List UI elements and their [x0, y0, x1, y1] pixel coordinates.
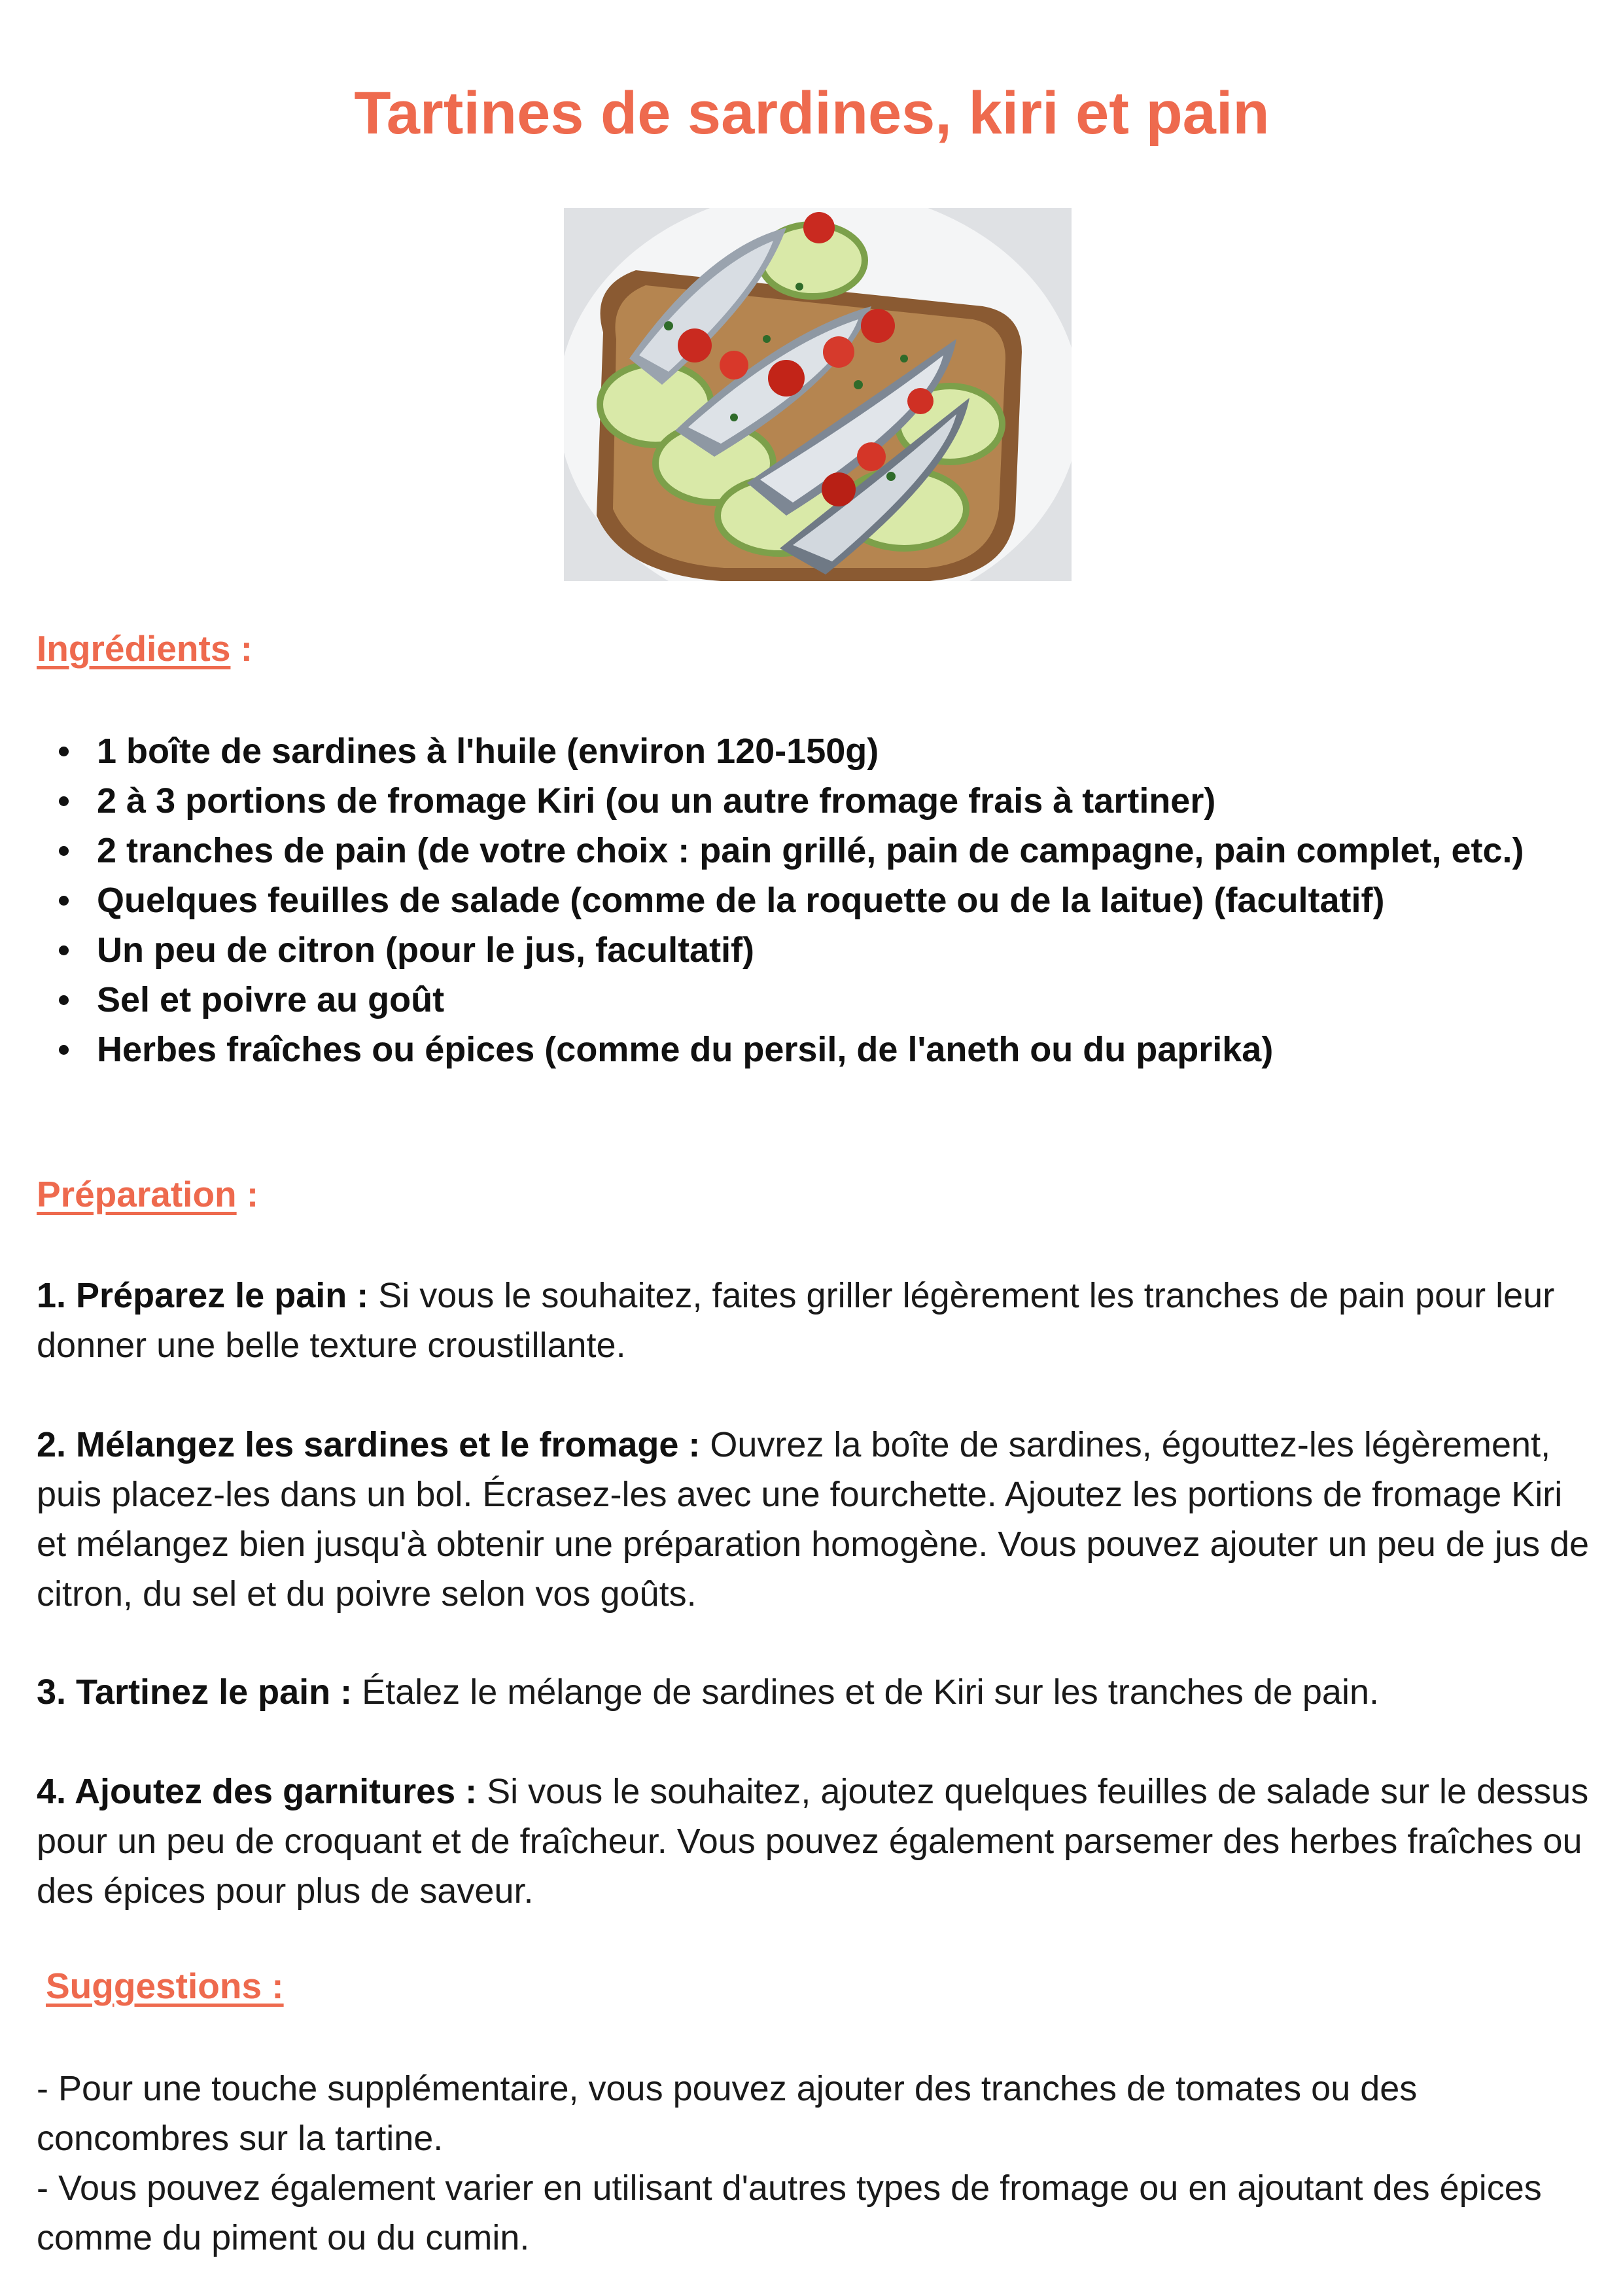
preparation-heading-colon: :: [236, 1174, 259, 1214]
page-title: Tartines de sardines, kiri et pain: [354, 80, 1270, 147]
suggestions-heading-text: Suggestions :: [46, 1966, 284, 2006]
step-text: Si vous le souhaitez, faites griller légèrement les tranches de pain pour leur donner une belle texture croustillante.: [37, 1276, 1555, 1365]
list-item: Quelques feuilles de salade (comme de la roquette ou de la laitue) (facultatif): [37, 875, 1561, 925]
suggestions-heading: [46, 1963, 284, 2009]
ingredients-heading: [37, 626, 253, 671]
list-item: 1 boîte de sardines à l'huile (environ 120-150g): [37, 726, 1561, 776]
ingredients-list: [37, 726, 1561, 1074]
list-item: Herbes fraîches ou épices (comme du persil, de l'aneth ou du paprika): [37, 1025, 1561, 1074]
ingredients-heading-text: Ingrédients: [37, 628, 231, 669]
list-item: 2 à 3 portions de fromage Kiri (ou un autre fromage frais à tartiner): [37, 776, 1561, 826]
preparation-step-2: [37, 1420, 1594, 1619]
sardine-toast-illustration: [564, 208, 1072, 581]
preparation-step-1: [37, 1271, 1594, 1370]
ingredients-heading-colon: :: [230, 628, 253, 669]
list-item: 2 tranches de pain (de votre choix : pain grillé, pain de campagne, pain complet, etc.): [37, 826, 1561, 875]
step-text: Si vous le souhaitez, ajoutez quelques feuilles de salade sur le dessus pour un peu de croquant et de fraîcheur. Vous pouvez également parsemer des herbes fraîches ou des épices pour plus de saveur.: [37, 1772, 1589, 1911]
preparation-step-3: [37, 1667, 1594, 1717]
list-item: Sel et poivre au goût: [37, 975, 1561, 1025]
preparation-heading-text: Préparation: [37, 1174, 237, 1214]
list-item: Un peu de citron (pour le jus, facultatif): [37, 925, 1561, 975]
step-text: Étalez le mélange de sardines et de Kiri sur les tranches de pain.: [352, 1672, 1379, 1712]
suggestion-2: - Vous pouvez également varier en utilisant d'autres types de fromage ou en ajoutant des épices comme du piment ou du cumin.: [37, 2168, 1542, 2257]
step-label: 4. Ajoutez des garnitures :: [37, 1772, 478, 1811]
step-label: 2. Mélangez les sardines et le fromage :: [37, 1425, 701, 1464]
preparation-heading: [37, 1171, 258, 1217]
step-label: 1. Préparez le pain :: [37, 1276, 369, 1315]
step-text: Ouvrez la boîte de sardines, égouttez-les légèrement, puis placez-les dans un bol. Écrasez-les avec une fourchette. Ajoutez les portions de fromage Kiri et mélangez bien jusqu'à obtenir une préparation homogène. Vous pouvez ajouter un peu de jus de citron, du sel et du poivre selon vos goûts.: [37, 1425, 1590, 1614]
preparation-step-4: [37, 1767, 1594, 1916]
suggestion-1: - Pour une touche supplémentaire, vous pouvez ajouter des tranches de tomates ou des concombres sur la tartine.: [37, 2069, 1418, 2158]
recipe-photo: [564, 208, 1072, 581]
step-label: 3. Tartinez le pain :: [37, 1672, 353, 1712]
